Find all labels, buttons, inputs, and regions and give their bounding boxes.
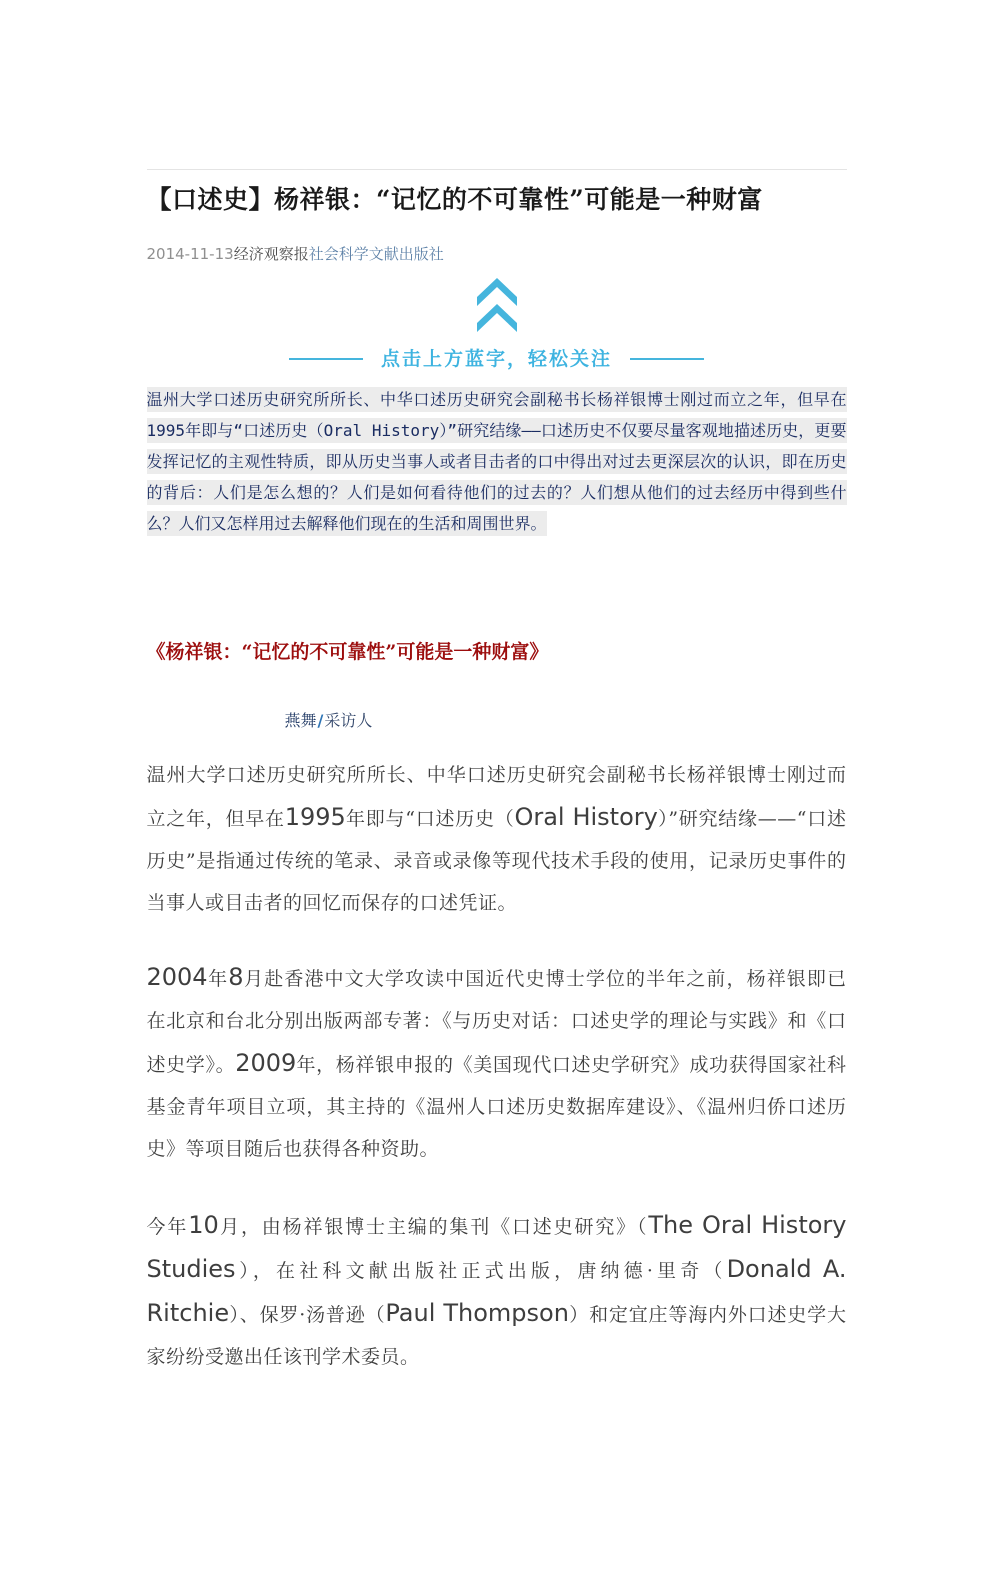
text-segment: 今年 bbox=[146, 1216, 189, 1238]
interviewer-name: 燕舞 bbox=[284, 711, 317, 730]
banner-caption: 点击上方蓝字，轻松关注 bbox=[380, 348, 612, 370]
banner-caption-row bbox=[147, 346, 847, 372]
text-segment: Oral History bbox=[514, 803, 658, 831]
article-page bbox=[0, 169, 993, 1573]
text-segment: The Oral History Studies bbox=[146, 1211, 847, 1283]
text-segment: 10 bbox=[188, 1211, 219, 1239]
top-divider bbox=[147, 169, 847, 170]
account-link[interactable]: 社会科学文献出版社 bbox=[308, 245, 444, 263]
text-segment: Paul Thompson bbox=[385, 1299, 569, 1327]
publish-date: 2014-11-13 bbox=[146, 245, 234, 263]
body-paragraph bbox=[147, 1204, 847, 1378]
text-segment: 月赴香港中文大学攻读中国近代史博士学位的半年之前，杨祥银即已在北京和台北分别出版两部专著：《与历史对话：口述史学的理论与实践》和《口述史学》。 bbox=[146, 968, 847, 1076]
text-segment: 月，由杨祥银博士主编的集刊《口述史研究》（ bbox=[218, 1216, 649, 1238]
interviewer-role: 采访人 bbox=[324, 711, 373, 730]
summary-paragraph bbox=[147, 384, 847, 539]
follow-banner bbox=[147, 278, 847, 372]
text-segment: 年 bbox=[207, 968, 229, 990]
source-name: 经济观察报 bbox=[233, 245, 309, 263]
summary-highlighted-text: 温州大学口述历史研究所所长、中华口述历史研究会副秘书长杨祥银博士刚过而立之年，但早在1995年即与“口述历史（Oral History）”研究结缘——口述历史不仅要尽量客观地描述历史，更要发挥记忆的主观性特质，即从历史当事人或者目击者的口中得出对过去更深层次的认识，即在历史的背后：人们是怎么想的？人们是如何看待他们的过去的？人们想从他们的过去经历中得到些什么？人们又怎样用过去解释他们现在的生活和周围世界。 bbox=[147, 387, 847, 536]
interviewer-separator: / bbox=[317, 711, 324, 730]
body-paragraph bbox=[147, 754, 847, 924]
article-meta bbox=[147, 244, 847, 264]
text-segment: ），在社科文献出版社正式出版，唐纳德·里奇（ bbox=[235, 1260, 727, 1282]
text-segment: 2004 bbox=[146, 963, 208, 991]
interviewer-line bbox=[147, 710, 847, 732]
text-segment: 年，杨祥银申报的《美国现代口述史学研究》成功获得国家社科基金青年项目立项，其主持的《温州人口述历史数据库建设》、《温州归侨口述历史》等项目随后也获得各种资助。 bbox=[146, 1054, 847, 1160]
text-segment: 温州大学口述历史研究所所长、中华口述历史研究会副秘书长杨祥银博士刚过而立之年，但早在 bbox=[146, 764, 847, 830]
banner-left-rule bbox=[289, 358, 363, 360]
text-segment: Donald A. Ritchie bbox=[146, 1255, 847, 1327]
text-segment: ）和定宜庄等海内外口述史学大家纷纷受邀出任该刊学术委员。 bbox=[146, 1304, 847, 1368]
double-chevron-up-icon bbox=[477, 278, 517, 334]
text-segment: 年即与“口述历史（ bbox=[345, 808, 515, 830]
text-segment: ）”研究结缘——“口述历史”是指通过传统的笔录、录音或录像等现代技术手段的使用，记录历史事件的当事人或目击者的回忆而保存的口述凭证。 bbox=[146, 808, 847, 914]
text-segment: 1995 bbox=[284, 803, 346, 831]
text-segment: 8 bbox=[228, 963, 244, 991]
text-segment: 2009 bbox=[235, 1049, 297, 1077]
page-title: 【口述史】杨祥银：“记忆的不可靠性”可能是一种财富 bbox=[146, 185, 763, 214]
body-paragraph bbox=[147, 956, 847, 1170]
banner-right-rule bbox=[630, 358, 704, 360]
article-content bbox=[147, 169, 847, 1378]
text-segment: ）、保罗·汤普逊（ bbox=[229, 1304, 386, 1326]
article-heading-red: 《杨祥银：“记忆的不可靠性”可能是一种财富》 bbox=[146, 641, 549, 663]
